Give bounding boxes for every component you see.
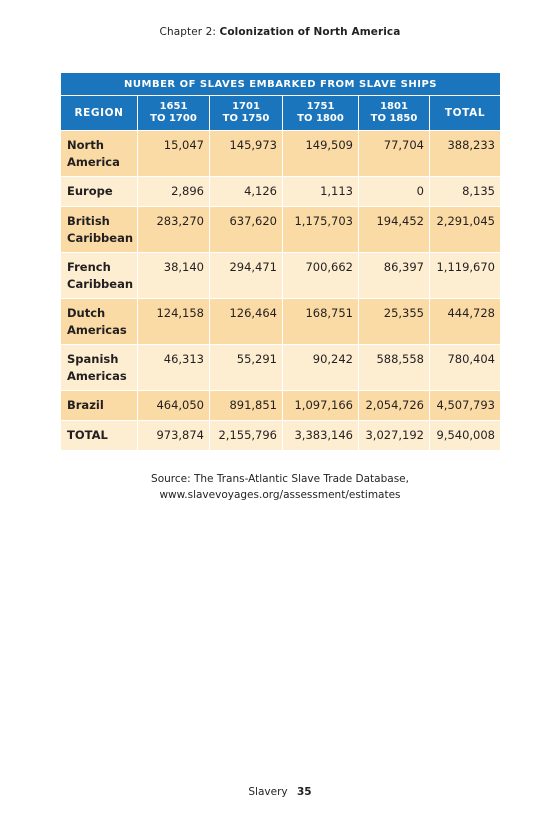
page-number: 35 xyxy=(296,786,312,798)
value-cell: 1,113 xyxy=(283,177,359,207)
table-row-total xyxy=(61,421,501,451)
value-cell: 588,558 xyxy=(359,345,430,391)
region-cell: North America xyxy=(61,131,138,177)
region-cell: TOTAL xyxy=(61,421,138,451)
value-cell: 973,874 xyxy=(138,421,210,451)
source-note xyxy=(0,471,560,503)
value-cell: 46,313 xyxy=(138,345,210,391)
value-cell: 2,054,726 xyxy=(359,391,430,421)
total-cell: 388,233 xyxy=(430,131,501,177)
region-cell: Brazil xyxy=(61,391,138,421)
value-cell: 700,662 xyxy=(283,253,359,299)
value-cell: 464,050 xyxy=(138,391,210,421)
value-cell: 25,355 xyxy=(359,299,430,345)
value-cell: 126,464 xyxy=(210,299,283,345)
column-header-total: TOTAL xyxy=(430,96,501,131)
value-cell: 294,471 xyxy=(210,253,283,299)
column-header-1701-1750: 1701 TO 1750 xyxy=(210,96,283,131)
value-cell: 86,397 xyxy=(359,253,430,299)
table-banner: NUMBER OF SLAVES EMBARKED FROM SLAVE SHIPS xyxy=(61,73,501,96)
table-row-europe xyxy=(61,177,501,207)
value-cell: 38,140 xyxy=(138,253,210,299)
total-cell: 9,540,008 xyxy=(430,421,501,451)
value-cell: 2,155,796 xyxy=(210,421,283,451)
total-cell: 444,728 xyxy=(430,299,501,345)
value-cell: 149,509 xyxy=(283,131,359,177)
column-header-1751-1800: 1751 TO 1800 xyxy=(283,96,359,131)
column-header-1651-1700: 1651 TO 1700 xyxy=(138,96,210,131)
source-line-2: www.slavevoyages.org/assessment/estimates xyxy=(159,489,401,501)
total-cell: 4,507,793 xyxy=(430,391,501,421)
total-cell: 1,119,670 xyxy=(430,253,501,299)
total-cell: 8,135 xyxy=(430,177,501,207)
value-cell: 55,291 xyxy=(210,345,283,391)
table-row-brazil xyxy=(61,391,501,421)
chapter-label: Chapter 2: xyxy=(159,26,217,38)
value-cell: 168,751 xyxy=(283,299,359,345)
value-cell: 637,620 xyxy=(210,207,283,253)
page-footer xyxy=(0,786,560,798)
value-cell: 194,452 xyxy=(359,207,430,253)
table-row-dutch-americas xyxy=(61,299,501,345)
total-cell: 780,404 xyxy=(430,345,501,391)
chapter-title: Colonization of North America xyxy=(219,26,401,38)
table-row-north-america xyxy=(61,131,501,177)
slaves-embarked-table xyxy=(60,72,501,451)
value-cell: 1,175,703 xyxy=(283,207,359,253)
value-cell: 77,704 xyxy=(359,131,430,177)
region-cell: French Caribbean xyxy=(61,253,138,299)
region-cell: Dutch Americas xyxy=(61,299,138,345)
value-cell: 0 xyxy=(359,177,430,207)
source-line-1: Source: The Trans-Atlantic Slave Trade Database, xyxy=(151,473,409,485)
value-cell: 283,270 xyxy=(138,207,210,253)
value-cell: 4,126 xyxy=(210,177,283,207)
column-header-1801-1850: 1801 TO 1850 xyxy=(359,96,430,131)
value-cell: 1,097,166 xyxy=(283,391,359,421)
value-cell: 145,973 xyxy=(210,131,283,177)
region-cell: Europe xyxy=(61,177,138,207)
value-cell: 891,851 xyxy=(210,391,283,421)
total-cell: 2,291,045 xyxy=(430,207,501,253)
region-cell: British Caribbean xyxy=(61,207,138,253)
value-cell: 3,027,192 xyxy=(359,421,430,451)
value-cell: 3,383,146 xyxy=(283,421,359,451)
column-header-region: REGION xyxy=(61,96,138,131)
footer-section-name: Slavery xyxy=(248,786,288,798)
running-header xyxy=(0,26,560,38)
value-cell: 90,242 xyxy=(283,345,359,391)
value-cell: 124,158 xyxy=(138,299,210,345)
value-cell: 15,047 xyxy=(138,131,210,177)
table-row-british-caribbean xyxy=(61,207,501,253)
region-cell: Spanish Americas xyxy=(61,345,138,391)
value-cell: 2,896 xyxy=(138,177,210,207)
table-row-french-caribbean xyxy=(61,253,501,299)
table-row-spanish-americas xyxy=(61,345,501,391)
